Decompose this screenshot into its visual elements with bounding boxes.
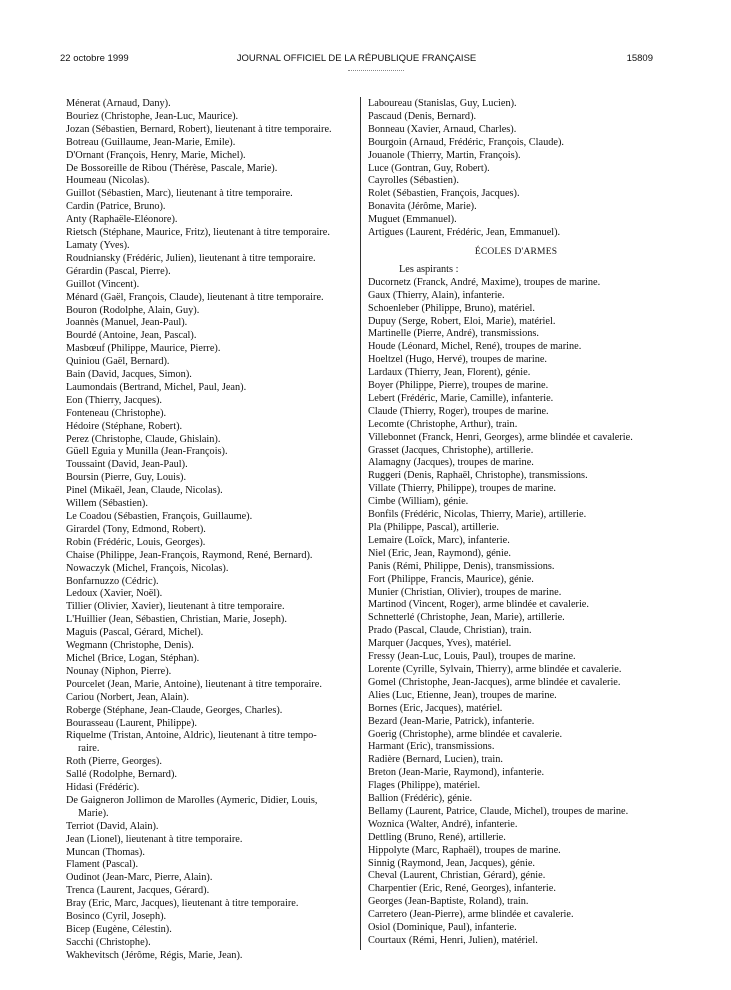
list-item: Quiniou (Gaël, Bernard). — [66, 356, 170, 368]
list-item-text: Riquelme (Tristan, Antoine, Aldric), lieutenant à titre tempo- — [66, 730, 317, 742]
list-item: Cheval (Laurent, Christian, Gérard), génie. — [368, 870, 546, 882]
list-item: Fonteneau (Christophe). — [66, 407, 167, 419]
list-item: Alamagny (Jacques), troupes de marine. — [368, 457, 534, 469]
list-item: Eon (Thierry, Jacques). — [66, 394, 162, 406]
list-item: Toussaint (David, Jean-Paul). — [66, 459, 188, 471]
list-item: Bain (David, Jacques, Simon). — [66, 369, 192, 381]
list-item: Sinnig (Raymond, Jean, Jacques), génie. — [368, 857, 536, 869]
list-item: Gaux (Thierry, Alain), infanterie. — [368, 289, 505, 301]
right-column-list-bottom — [368, 277, 664, 948]
right-column-list-top — [368, 98, 664, 240]
list-item: D'Ornant (François, Henry, Marie, Michel). — [66, 149, 246, 161]
list-item: Cardin (Patrice, Bruno). — [66, 201, 166, 213]
list-item: L'Huillier (Jean, Sébastien, Christian, Marie, Joseph). — [66, 614, 287, 626]
list-item: Girardel (Tony, Edmond, Robert). — [66, 523, 206, 535]
section-title: ÉCOLES D'ARMES — [474, 246, 558, 257]
list-item: Roberge (Stéphane, Jean-Claude, Georges, Charles). — [66, 704, 283, 716]
list-item: Rolet (Sébastien, François, Jacques). — [368, 188, 520, 200]
list-item: Lardaux (Thierry, Jean, Florent), génie. — [368, 367, 531, 379]
list-item-continuation: raire. — [78, 743, 100, 755]
list-item: Goerig (Christophe), arme blindée et cavalerie. — [368, 728, 563, 740]
list-item: Bouron (Rodolphe, Alain, Guy). — [66, 304, 200, 316]
list-item: Hoeltzel (Hugo, Hervé), troupes de marine. — [368, 354, 547, 366]
list-item: Roudniansky (Frédéric, Julien), lieutenant à titre temporaire. — [66, 252, 316, 264]
list-item: Bourdé (Antoine, Jean, Pascal). — [66, 330, 197, 342]
list-item: Oudinot (Jean-Marc, Pierre, Alain). — [66, 872, 213, 884]
page-header — [60, 53, 653, 67]
list-item: Dupuy (Serge, Robert, Eloi, Marie), matériel. — [368, 315, 556, 327]
list-item: Bonfils (Frédéric, Nicolas, Thierry, Marie), artillerie. — [368, 509, 587, 521]
list-item: Dettling (Bruno, René), artillerie. — [368, 831, 506, 843]
list-item: Lecomte (Christophe, Arthur), train. — [368, 418, 518, 430]
list-item — [66, 730, 354, 756]
list-item: Trenca (Laurent, Jacques, Gérard). — [66, 885, 210, 897]
list-item: Gomel (Christophe, Jean-Jacques), arme blindée et cavalerie. — [368, 676, 621, 688]
list-item: Radière (Bernard, Lucien), train. — [368, 754, 503, 766]
list-item: Guillot (Sébastien, Marc), lieutenant à titre temporaire. — [66, 188, 293, 200]
list-item: Willem (Sébastien). — [66, 498, 148, 510]
list-item: Wegmann (Christophe, Denis). — [66, 640, 194, 652]
list-item: Fort (Philippe, Francis, Maurice), génie. — [368, 573, 534, 585]
list-item: Nowaczyk (Michel, François, Nicolas). — [66, 562, 229, 574]
list-item: Perez (Christophe, Claude, Ghislain). — [66, 433, 221, 445]
list-item: Sallé (Rodolphe, Bernard). — [66, 769, 177, 781]
list-item: Laumondais (Bertrand, Michel, Paul, Jean). — [66, 381, 247, 393]
list-item: Bonavita (Jérôme, Marie). — [368, 201, 477, 213]
list-item: Bourasseau (Laurent, Philippe). — [66, 717, 197, 729]
list-item: Fressy (Jean-Luc, Louis, Paul), troupes de marine. — [368, 651, 576, 663]
subsection-title: Les aspirants : — [399, 263, 459, 275]
journal-title: JOURNAL OFFICIEL DE LA RÉPUBLIQUE FRANÇAISE — [236, 53, 477, 64]
list-item: Güell Eguia y Munilla (Jean-François). — [66, 446, 228, 458]
list-item: Marquer (Jacques, Yves), matériel. — [368, 638, 512, 650]
list-item: Niel (Eric, Jean, Raymond), génie. — [368, 547, 511, 559]
list-item: Breton (Jean-Marie, Raymond), infanterie. — [368, 767, 545, 779]
list-item: Bray (Eric, Marc, Jacques), lieutenant à titre temporaire. — [66, 898, 299, 910]
list-item: Jozan (Sébastien, Bernard, Robert), lieutenant à titre temporaire. — [66, 123, 332, 135]
list-item: Bosinco (Cyril, Joseph). — [66, 911, 167, 923]
list-item: Georges (Jean-Baptiste, Roland), train. — [368, 896, 529, 908]
list-item: Luce (Gontran, Guy, Robert). — [368, 162, 490, 174]
list-item: Hippolyte (Marc, Raphaël), troupes de marine. — [368, 844, 561, 856]
list-item: Cayrolles (Sébastien). — [368, 175, 459, 187]
list-item: Houmeau (Nicolas). — [66, 175, 150, 187]
list-item: Bornes (Eric, Jacques), matériel. — [368, 702, 503, 714]
list-item: Pinel (Mikaël, Jean, Claude, Nicolas). — [66, 485, 223, 497]
list-item: Hidasi (Frédéric). — [66, 782, 140, 794]
list-item: Pourcelet (Jean, Marie, Antoine), lieutenant à titre temporaire. — [66, 678, 322, 690]
list-item: Chaise (Philippe, Jean-François, Raymond, René, Bernard). — [66, 549, 313, 561]
list-item: Cimbe (William), génie. — [368, 496, 469, 508]
list-item: Bonneau (Xavier, Arnaud, Charles). — [368, 123, 517, 135]
list-item: Flament (Pascal). — [66, 859, 139, 871]
list-item: Hédoire (Stéphane, Robert). — [66, 420, 183, 432]
list-item: Bonfarnuzzo (Cédric). — [66, 575, 159, 587]
list-item: Maguis (Pascal, Gérard, Michel). — [66, 627, 204, 639]
list-item: Roth (Pierre, Georges). — [66, 756, 162, 768]
list-item: De Bossoreille de Ribou (Thérèse, Pascale, Marie). — [66, 162, 278, 174]
list-item: Panis (Rémi, Philippe, Denis), transmissions. — [368, 560, 555, 572]
list-item: Bellamy (Laurent, Patrice, Claude, Michel), troupes de marine. — [368, 805, 629, 817]
list-item: Guillot (Vincent). — [66, 278, 140, 290]
list-item: Schnetterlé (Christophe, Jean, Marie), artillerie. — [368, 612, 565, 624]
list-item: Alies (Luc, Etienne, Jean), troupes de marine. — [368, 689, 557, 701]
list-item: Ménard (Gaël, François, Claude), lieutenant à titre temporaire. — [66, 291, 324, 303]
list-item: Michel (Brice, Logan, Stéphan). — [66, 652, 200, 664]
list-item: Villate (Thierry, Philippe), troupes de marine. — [368, 483, 557, 495]
right-column — [368, 98, 664, 948]
list-item: Osiol (Dominique, Paul), infanterie. — [368, 922, 517, 934]
list-item: Lorente (Cyrille, Sylvain, Thierry), arme blindée et cavalerie. — [368, 663, 622, 675]
page-number: 15809 — [626, 53, 653, 64]
list-item: Martinod (Vincent, Roger), arme blindée et cavalerie. — [368, 599, 589, 611]
column-divider — [360, 97, 361, 950]
list-item: Lamaty (Yves). — [66, 239, 130, 251]
list-item: Prado (Pascal, Claude, Christian), train. — [368, 625, 532, 637]
list-item: Robin (Frédéric, Louis, Georges). — [66, 536, 206, 548]
list-item: Grasset (Jacques, Christophe), artillerie. — [368, 444, 534, 456]
list-item: Le Coadou (Sébastien, François, Guillaume). — [66, 511, 253, 522]
header-date: 22 octobre 1999 — [60, 53, 129, 64]
list-item: Claude (Thierry, Roger), troupes de marine. — [368, 405, 549, 417]
list-item: Ruggeri (Denis, Raphaël, Christophe), transmissions. — [368, 470, 588, 482]
list-item: Jouanole (Thierry, Martin, François). — [368, 149, 521, 161]
list-item: Laboureau (Stanislas, Guy, Lucien). — [368, 98, 517, 109]
list-item: Muncan (Thomas). — [66, 846, 145, 858]
list-item: Sacchi (Christophe). — [66, 936, 151, 948]
list-item: Cariou (Norbert, Jean, Alain). — [66, 691, 189, 703]
list-item: Botreau (Guillaume, Jean-Marie, Emile). — [66, 136, 236, 148]
list-item: Anty (Raphaële-Eléonore). — [66, 214, 178, 226]
list-item: Munier (Christian, Olivier), troupes de marine. — [368, 586, 562, 598]
list-item: Nounay (Niphon, Pierre). — [66, 665, 172, 677]
list-item: Bezard (Jean-Marie, Patrick), infanterie. — [368, 715, 535, 727]
list-item: Woznica (Walter, André), infanterie. — [368, 818, 518, 830]
list-item: Ledoux (Xavier, Noël). — [66, 588, 163, 600]
list-item: Ménerat (Arnaud, Dany). — [66, 98, 171, 109]
list-item: Artigues (Laurent, Frédéric, Jean, Emmanuel). — [368, 227, 561, 239]
list-item: Ducornetz (Franck, André, Maxime), troupes de marine. — [368, 276, 601, 288]
list-item: Martinelle (Pierre, André), transmissions. — [368, 328, 540, 340]
list-item: Wakhevitsch (Jérôme, Régis, Marie, Jean). — [66, 949, 243, 961]
list-item: Flages (Philippe), matériel. — [368, 780, 481, 792]
list-item: Charpentier (Eric, René, Georges), infanterie. — [368, 883, 556, 895]
list-item: Houde (Léonard, Michel, René), troupes de marine. — [368, 341, 582, 353]
list-item: Boyer (Philippe, Pierre), troupes de marine. — [368, 380, 549, 392]
list-item: Tillier (Olivier, Xavier), lieutenant à titre temporaire. — [66, 601, 285, 613]
list-item-text: De Gaigneron Jollimon de Marolles (Aymeric, Didier, Louis, — [66, 794, 318, 806]
list-item: Pla (Philippe, Pascal), artillerie. — [368, 522, 499, 533]
list-item: Jean (Lionel), lieutenant à titre temporaire. — [66, 833, 243, 845]
left-column — [66, 98, 354, 963]
list-item: Joannès (Manuel, Jean-Paul). — [66, 317, 188, 329]
list-item: Rietsch (Stéphane, Maurice, Fritz), lieutenant à titre temporaire. — [66, 227, 330, 239]
list-item: Courtaux (Rémi, Henri, Julien), matériel. — [368, 935, 538, 946]
list-item: Lebert (Frédéric, Marie, Camille), infanterie. — [368, 392, 554, 404]
list-item-continuation: Marie). — [78, 807, 109, 819]
list-item: Bourgoin (Arnaud, Frédéric, François, Claude). — [368, 136, 564, 148]
list-item: Bouriez (Christophe, Jean-Luc, Maurice). — [66, 110, 239, 122]
list-item: Villebonnet (Franck, Henri, Georges), arme blindée et cavalerie. — [368, 431, 633, 443]
list-item: Muguet (Emmanuel). — [368, 214, 457, 226]
list-item: Pascaud (Denis, Bernard). — [368, 110, 477, 122]
list-item: Carretero (Jean-Pierre), arme blindée et cavalerie. — [368, 909, 574, 921]
list-item: Terriot (David, Alain). — [66, 820, 159, 832]
header-divider — [348, 70, 404, 71]
list-item — [66, 795, 354, 821]
list-item: Bicep (Eugène, Célestin). — [66, 924, 172, 935]
list-item: Lemaire (Loïck, Marc), infanterie. — [368, 534, 510, 546]
list-item: Gérardin (Pascal, Pierre). — [66, 265, 171, 277]
list-item: Boursin (Pierre, Guy, Louis). — [66, 472, 187, 484]
list-item: Masbœuf (Philippe, Maurice, Pierre). — [66, 343, 221, 355]
list-item: Schoenleber (Philippe, Bruno), matériel. — [368, 302, 535, 314]
list-item: Ballion (Frédéric), génie. — [368, 793, 473, 805]
list-item: Harmant (Eric), transmissions. — [368, 741, 495, 753]
